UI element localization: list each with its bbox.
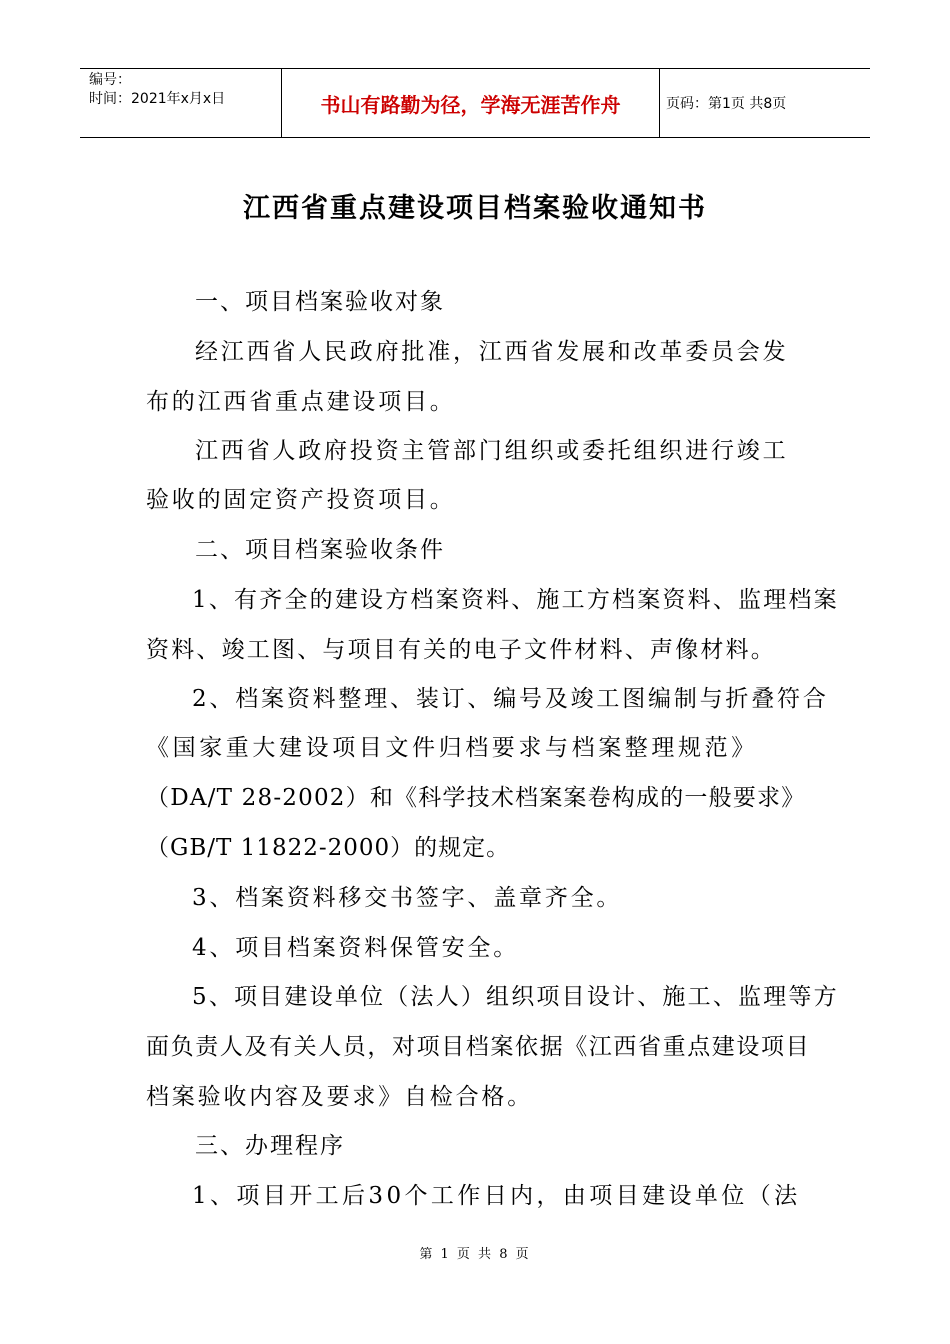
paragraph-line: 面负责人及有关人员，对项目档案依据《江西省重点建设项目 xyxy=(146,1034,811,1060)
page-footer: 第 1 页 共 8 页 xyxy=(419,1247,531,1262)
header-page-info: 页码：第1页 共8页 xyxy=(666,96,787,112)
section-heading-2: 二、项目档案验收条件 xyxy=(195,537,445,563)
paragraph-line: 验收的固定资产投资项目。 xyxy=(146,487,456,513)
document-title: 江西省重点建设项目档案验收通知书 xyxy=(243,193,707,224)
paragraph-line: 5、项目建设单位（法人）组织项目设计、施工、监理等方 xyxy=(192,984,839,1010)
paragraph-line: 3、档案资料移交书签字、盖章齐全。 xyxy=(192,885,623,911)
paragraph-line: （GB/T 11822-2000）的规定。 xyxy=(146,835,511,861)
paragraph-line: 资料、竣工图、与项目有关的电子文件材料、声像材料。 xyxy=(146,637,776,663)
paragraph-line: 4、项目档案资料保管安全。 xyxy=(192,935,520,961)
section-heading-1: 一、项目档案验收对象 xyxy=(195,289,445,315)
paragraph-line: 江西省人政府投资主管部门组织或委托组织进行竣工 xyxy=(195,438,789,464)
paragraph-line: 布的江西省重点建设项目。 xyxy=(146,389,456,415)
paragraph-line: 经江西省人民政府批准，江西省发展和改革委员会发 xyxy=(195,339,789,365)
paragraph-line: 《国家重大建设项目文件归档要求与档案整理规范》 xyxy=(146,735,758,761)
number-label: 编号： xyxy=(89,72,131,88)
header-motto: 书山有路勤为径，学海无涯苦作舟 xyxy=(282,69,660,137)
time-label: 时间：2021年x月x日 xyxy=(89,91,226,107)
section-heading-3: 三、办理程序 xyxy=(195,1133,345,1159)
paragraph-line: （DA/T 28-2002）和《科学技术档案案卷构成的一般要求》 xyxy=(146,785,806,811)
header-table xyxy=(80,68,870,138)
header-meta xyxy=(80,69,282,137)
paragraph-line: 档案验收内容及要求》自检合格。 xyxy=(146,1084,533,1110)
paragraph-line: 1、项目开工后30个工作日内，由项目建设单位（法 xyxy=(192,1183,801,1209)
paragraph-line: 2、档案资料整理、装订、编号及竣工图编制与折叠符合 xyxy=(192,686,829,712)
paragraph-line: 1、有齐全的建设方档案资料、施工方档案资料、监理档案 xyxy=(192,587,839,613)
